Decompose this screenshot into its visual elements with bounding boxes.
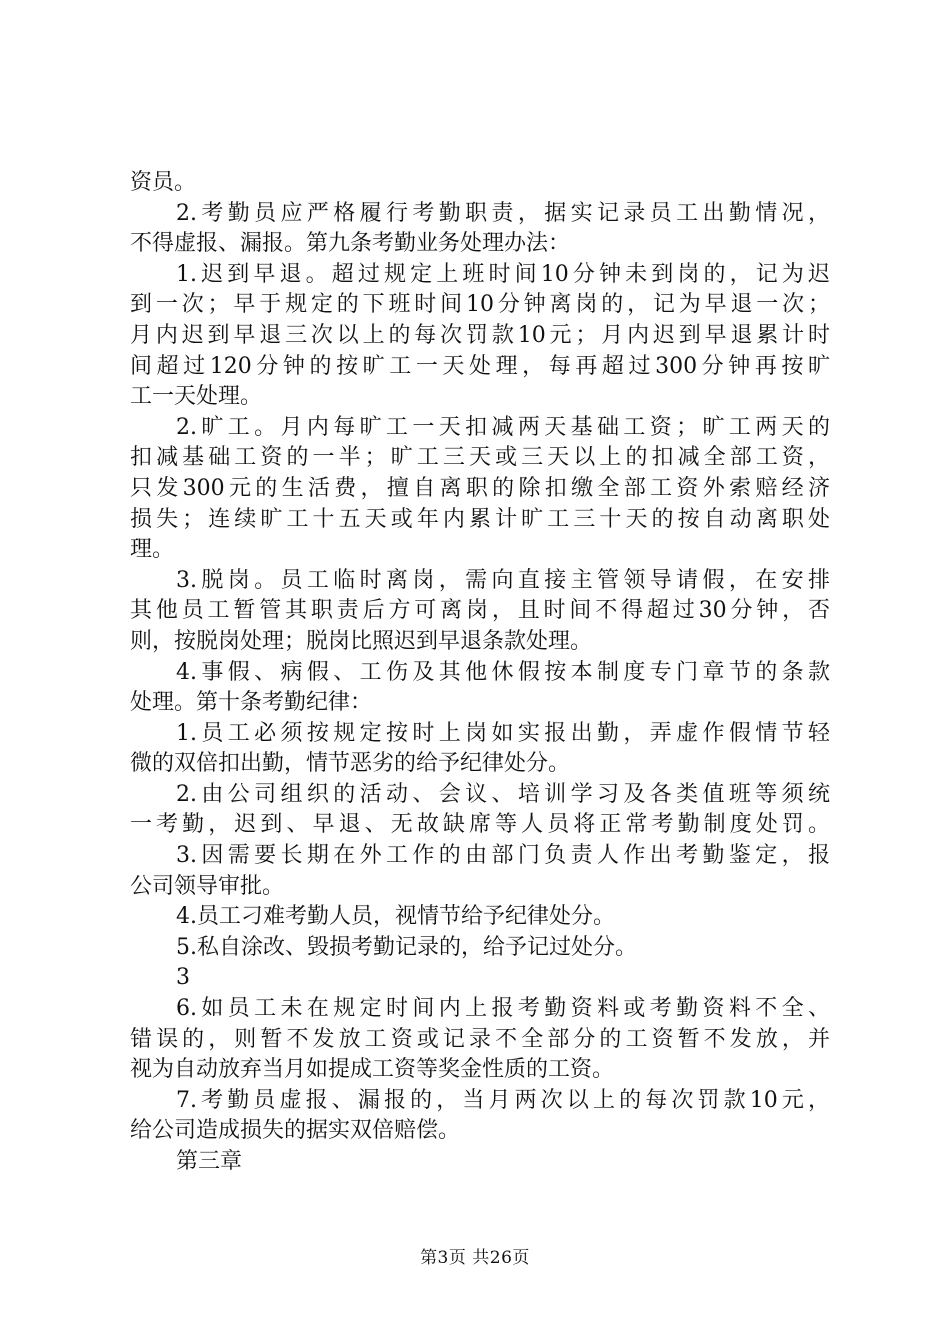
text-line: 3.脱岗。员工临时离岗，需向直接主管领导请假，在安排 <box>176 567 830 593</box>
text-line: 7.考勤员虚报、漏报的，当月两次以上的每次罚款10元， <box>176 1087 830 1113</box>
text-line: 3.因需要长期在外工作的由部门负责人作出考勤鉴定，报 <box>176 843 830 869</box>
text-line: 扣减基础工资的一半；旷工三天或三天以上的扣减全部工资， <box>130 445 830 471</box>
text-line: 月内迟到早退三次以上的每次罚款10元；月内迟到早退累计时 <box>130 322 830 348</box>
text-line: 给公司造成损失的据实双倍赔偿。 <box>130 1118 461 1144</box>
text-line: 处理。第十条考勤纪律： <box>130 690 373 716</box>
text-line: 1.员工必须按规定按时上岗如实报出勤，弄虚作假情节轻 <box>176 720 830 746</box>
text-line: 1.迟到早退。超过规定上班时间10分钟未到岗的，记为迟 <box>176 261 830 287</box>
text-line: 错误的，则暂不发放工资或记录不全部分的工资暂不发放，并 <box>130 1026 830 1052</box>
text-line: 公司领导审批。 <box>130 873 285 899</box>
text-line: 间超过120分钟的按旷工一天处理，每再超过300分钟再按旷 <box>130 353 830 379</box>
text-line: 工一天处理。 <box>130 384 263 410</box>
text-line: 2.由公司组织的活动、会议、培训学习及各类值班等须统 <box>176 781 830 807</box>
text-line: 则，按脱岗处理；脱岗比照迟到早退条款处理。 <box>130 628 593 654</box>
text-line: 只发300元的生活费，擅自离职的除扣缴全部工资外索赔经济 <box>130 475 830 501</box>
text-line: 2.旷工。月内每旷工一天扣减两天基础工资；旷工两天的 <box>176 414 830 440</box>
text-line: 损失；连续旷工十五天或年内累计旷工三十天的按自动离职处 <box>130 506 830 532</box>
document-body <box>130 168 830 1178</box>
text-line: 不得虚报、漏报。第九条考勤业务处理办法： <box>130 231 571 257</box>
text-line: 一考勤，迟到、早退、无故缺席等人员将正常考勤制度处罚。 <box>130 812 830 838</box>
text-line: 2.考勤员应严格履行考勤职责，据实记录员工出勤情况， <box>176 200 830 226</box>
text-line: 4.事假、病假、工伤及其他休假按本制度专门章节的条款 <box>176 659 830 685</box>
text-line: 5.私自涂改、毁损考勤记录的，给予记过处分。 <box>176 934 637 960</box>
text-line: 4.员工刁难考勤人员，视情节给予纪律处分。 <box>176 904 615 930</box>
page-footer: 第3页 共26页 <box>420 1248 530 1268</box>
text-line: 理。 <box>130 537 175 563</box>
text-line: 其他员工暂管其职责后方可离岗，且时间不得超过30分钟，否 <box>130 598 830 624</box>
text-line: 3 <box>176 965 190 991</box>
text-line: 资员。 <box>130 170 197 195</box>
text-line: 微的双倍扣出勤，情节恶劣的给予纪律处分。 <box>130 751 571 777</box>
text-line: 6.如员工未在规定时间内上报考勤资料或考勤资料不全、 <box>176 996 830 1022</box>
text-line: 第三章 <box>176 1149 243 1174</box>
text-line: 视为自动放弃当月如提成工资等奖金性质的工资。 <box>130 1057 615 1083</box>
text-line: 到一次；早于规定的下班时间10分钟离岗的，记为早退一次； <box>130 292 830 318</box>
